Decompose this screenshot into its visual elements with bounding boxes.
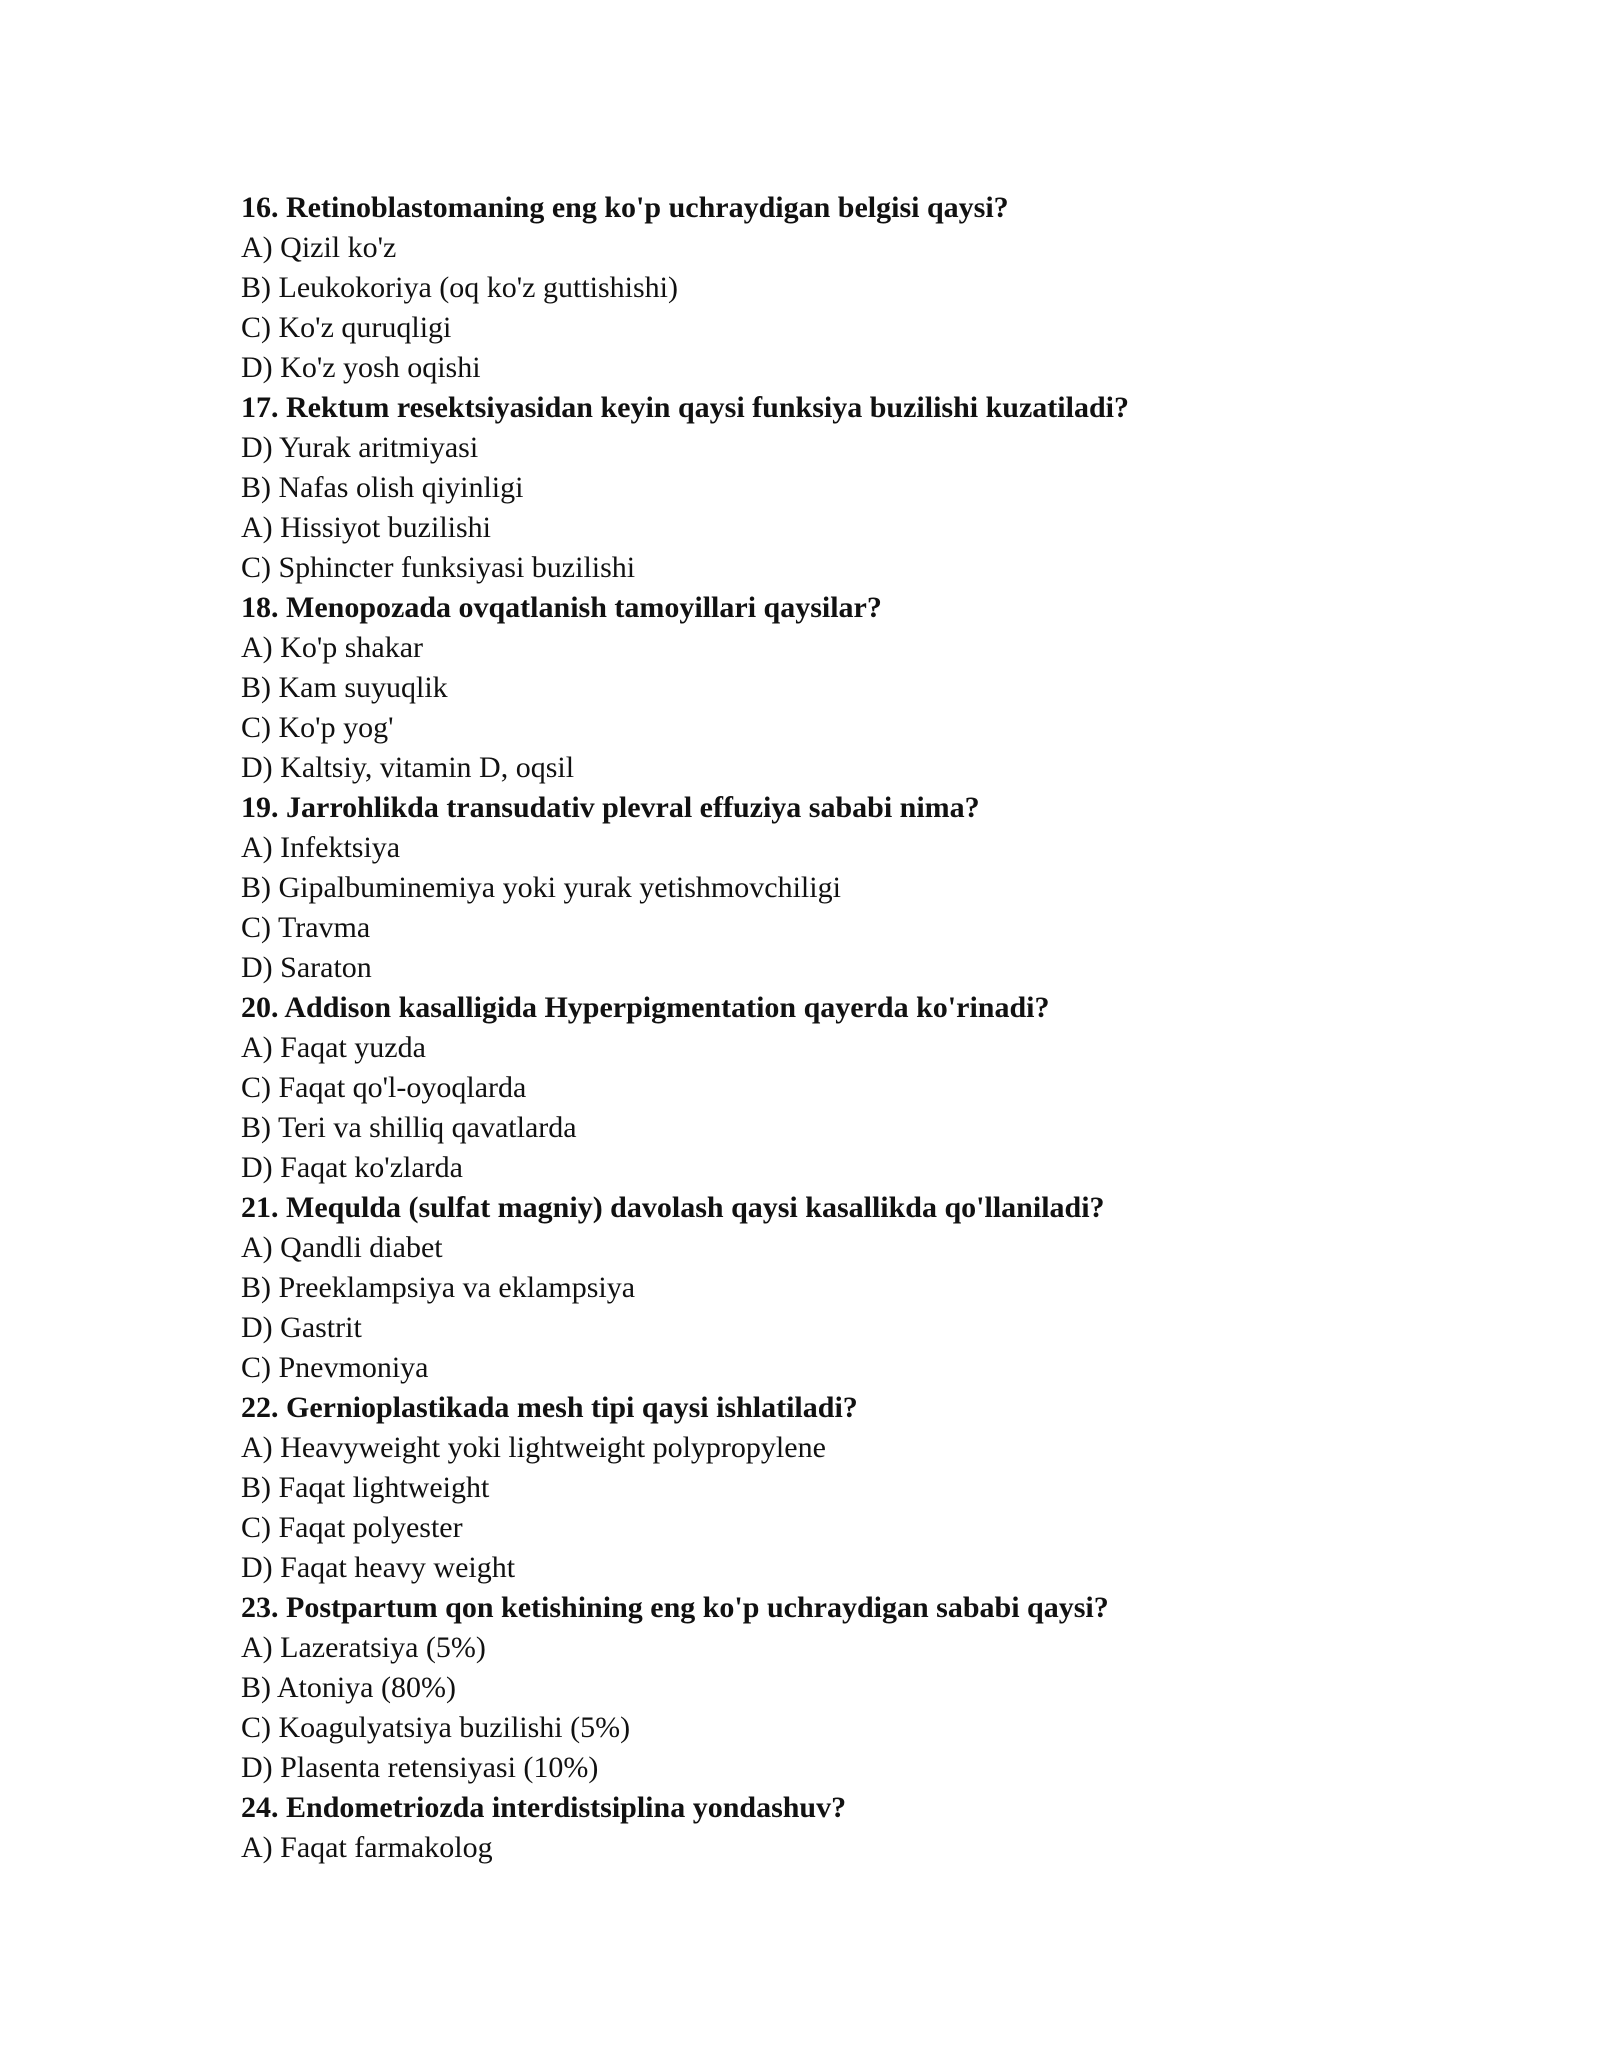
question-title: 24. Endometriozda interdistsiplina yondashuv? xyxy=(241,1791,847,1824)
question-title: 22. Gernioplastikada mesh tipi qaysi ishlatiladi? xyxy=(241,1391,858,1424)
answer-option: D) Plasenta retensiyasi (10%) xyxy=(241,1751,599,1784)
answer-option: A) Hissiyot buzilishi xyxy=(241,511,492,544)
answer-option: C) Faqat qo'l-oyoqlarda xyxy=(241,1071,527,1104)
answer-option: B) Kam suyuqlik xyxy=(241,671,448,704)
answer-option: C) Ko'z quruqligi xyxy=(241,311,452,344)
answer-option: D) Yurak aritmiyasi xyxy=(241,431,479,464)
answer-option: A) Qizil ko'z xyxy=(241,231,397,264)
answer-option: C) Pnevmoniya xyxy=(241,1351,429,1384)
answer-option: D) Faqat ko'zlarda xyxy=(241,1151,463,1184)
question-block xyxy=(241,1188,1441,1388)
answer-option: D) Saraton xyxy=(241,951,372,984)
answer-option: A) Faqat farmakolog xyxy=(241,1831,493,1864)
answer-option: D) Ko'z yosh oqishi xyxy=(241,351,481,384)
question-title: 17. Rektum resektsiyasidan keyin qaysi funksiya buzilishi kuzatiladi? xyxy=(241,391,1129,424)
answer-option: C) Faqat polyester xyxy=(241,1511,463,1544)
answer-option: A) Faqat yuzda xyxy=(241,1031,426,1064)
question-title: 23. Postpartum qon ketishining eng ko'p uchraydigan sababi qaysi? xyxy=(241,1591,1109,1624)
answer-option: C) Travma xyxy=(241,911,371,944)
question-block xyxy=(241,1588,1441,1788)
answer-option: B) Atoniya (80%) xyxy=(241,1671,456,1704)
answer-option: A) Heavyweight yoki lightweight polypropylene xyxy=(241,1431,826,1464)
answer-option: A) Qandli diabet xyxy=(241,1231,443,1264)
question-block xyxy=(241,588,1441,788)
answer-option: B) Leukokoriya (oq ko'z guttishishi) xyxy=(241,271,679,304)
answer-option: B) Teri va shilliq qavatlarda xyxy=(241,1111,577,1144)
answer-option: A) Lazeratsiya (5%) xyxy=(241,1631,486,1664)
question-list xyxy=(241,188,1441,1868)
answer-option: B) Gipalbuminemiya yoki yurak yetishmovchiligi xyxy=(241,871,841,904)
answer-option: B) Nafas olish qiyinligi xyxy=(241,471,524,504)
question-title: 18. Menopozada ovqatlanish tamoyillari qaysilar? xyxy=(241,591,882,624)
answer-option: A) Infektsiya xyxy=(241,831,401,864)
answer-option: A) Ko'p shakar xyxy=(241,631,424,664)
answer-option: D) Faqat heavy weight xyxy=(241,1551,516,1584)
question-title: 21. Mequlda (sulfat magniy) davolash qaysi kasallikda qo'llaniladi? xyxy=(241,1191,1105,1224)
answer-option: D) Gastrit xyxy=(241,1311,362,1344)
question-block xyxy=(241,988,1441,1188)
question-block xyxy=(241,1788,1441,1868)
answer-option: C) Ko'p yog' xyxy=(241,711,394,744)
question-block xyxy=(241,1388,1441,1588)
answer-option: C) Koagulyatsiya buzilishi (5%) xyxy=(241,1711,631,1744)
question-block xyxy=(241,788,1441,988)
question-title: 20. Addison kasalligida Hyperpigmentation qayerda ko'rinadi? xyxy=(241,991,1050,1024)
question-title: 19. Jarrohlikda transudativ plevral effuziya sababi nima? xyxy=(241,791,980,824)
question-block xyxy=(241,188,1441,388)
answer-option: C) Sphincter funksiyasi buzilishi xyxy=(241,551,636,584)
question-block xyxy=(241,388,1441,588)
answer-option: D) Kaltsiy, vitamin D, oqsil xyxy=(241,751,575,784)
question-title: 16. Retinoblastomaning eng ko'p uchraydigan belgisi qaysi? xyxy=(241,191,1009,224)
answer-option: B) Faqat lightweight xyxy=(241,1471,490,1504)
answer-option: B) Preeklampsiya va eklampsiya xyxy=(241,1271,636,1304)
